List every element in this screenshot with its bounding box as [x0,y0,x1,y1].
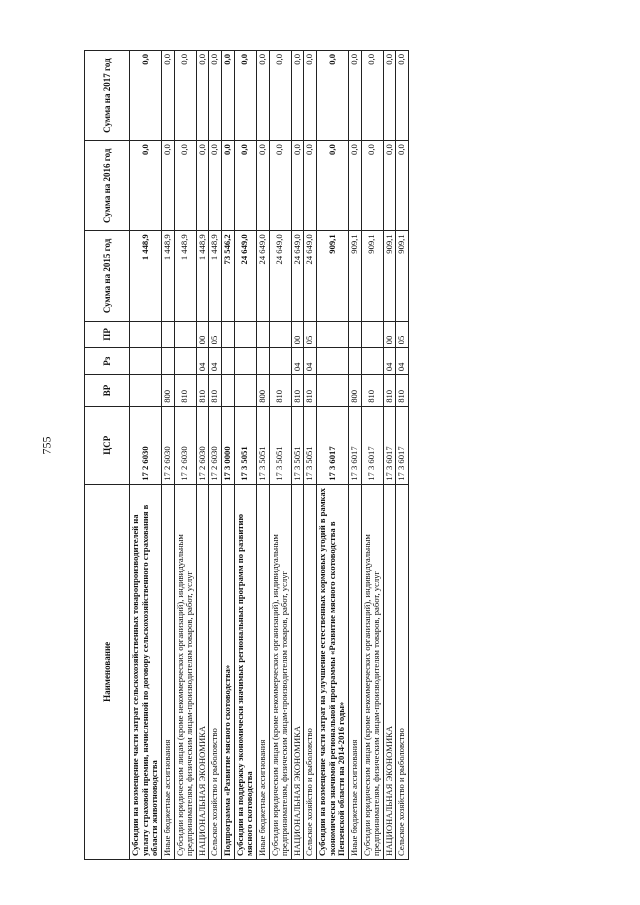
row-csr-cell: 17 3 5051 [304,406,317,484]
row-pr-cell: 00 [196,321,209,348]
row-pr-cell [317,321,349,348]
row-vr-cell: 800 [161,375,174,407]
row-name-cell: Подпрограмма «Развитие мясного скотоводства» [222,484,235,859]
row-csr-cell: 17 2 6030 [209,406,222,484]
row-sum-2016-cell: 0,0 [161,141,174,231]
row-name-cell: Сельское хозяйство и рыболовство [209,484,222,859]
header-rz: Рз [85,348,130,375]
table-row [256,51,269,860]
row-name-cell: Субсидии юридическим лицам (кроме некоммерческих организаций), индивидуальным предпринимателям, физическим лицам-производителям товаров, работ, услуг [361,484,383,859]
row-name-cell: Субсидии на возмещение части затрат на улучшение естественных кормовых угодий в рамках экономически значимой региональной программы «Развитие мясного скотоводства в Пензенской области на 2014-2016 годы» [317,484,349,859]
row-vr-cell: 800 [256,375,269,407]
row-vr-cell [130,375,162,407]
row-sum-2017-cell: 0,0 [196,51,209,141]
row-sum-2015-cell: 1 448,9 [174,231,196,321]
row-sum-2017-cell: 0,0 [291,51,304,141]
row-pr-cell [222,321,235,348]
row-rz-cell: 04 [304,348,317,375]
row-sum-2016-cell: 0,0 [304,141,317,231]
row-sum-2015-cell: 1 448,9 [209,231,222,321]
row-sum-2017-cell: 0,0 [317,51,349,141]
table-row [161,51,174,860]
row-sum-2017-cell: 0,0 [361,51,383,141]
row-csr-cell: 17 2 6030 [174,406,196,484]
table-row [317,51,349,860]
row-vr-cell: 810 [383,375,396,407]
row-vr-cell: 810 [304,375,317,407]
row-pr-cell [256,321,269,348]
row-sum-2017-cell: 0,0 [174,51,196,141]
row-csr-cell: 17 3 6017 [348,406,361,484]
row-pr-cell: 05 [304,321,317,348]
table-row [130,51,162,860]
page-number: 755 [39,436,54,455]
row-pr-cell [348,321,361,348]
row-rz-cell [361,348,383,375]
row-csr-cell: 17 3 6017 [361,406,383,484]
row-sum-2015-cell: 24 649,0 [269,231,291,321]
row-vr-cell: 800 [348,375,361,407]
row-sum-2016-cell: 0,0 [361,141,383,231]
row-name-cell: Субсидии юридическим лицам (кроме некоммерческих организаций), индивидуальным предпринимателям, физическим лицам-производителям товаров, работ, услуг [174,484,196,859]
row-sum-2016-cell: 0,0 [348,141,361,231]
row-pr-cell [361,321,383,348]
row-csr-cell: 17 2 6030 [196,406,209,484]
row-pr-cell [161,321,174,348]
row-sum-2016-cell: 0,0 [291,141,304,231]
table-row [361,51,383,860]
row-sum-2016-cell: 0,0 [317,141,349,231]
row-name-cell: Сельское хозяйство и рыболовство [304,484,317,859]
row-rz-cell [161,348,174,375]
row-vr-cell: 810 [174,375,196,407]
header-sum-2017: Сумма на 2017 год [85,51,130,141]
table-header-row [85,51,130,860]
row-sum-2017-cell: 0,0 [304,51,317,141]
header-sum-2015: Сумма на 2015 год [85,231,130,321]
row-sum-2016-cell: 0,0 [222,141,235,231]
row-rz-cell: 04 [196,348,209,375]
row-sum-2015-cell: 1 448,9 [130,231,162,321]
row-sum-2015-cell: 909,1 [383,231,396,321]
table-row [396,51,409,860]
row-sum-2016-cell: 0,0 [256,141,269,231]
row-pr-cell [174,321,196,348]
table-body [130,51,409,860]
header-csr: ЦСР [85,406,130,484]
row-sum-2016-cell: 0,0 [130,141,162,231]
row-sum-2017-cell: 0,0 [161,51,174,141]
header-vr: ВР [85,375,130,407]
row-sum-2015-cell: 24 649,0 [304,231,317,321]
row-vr-cell: 810 [361,375,383,407]
row-sum-2017-cell: 0,0 [396,51,409,141]
row-csr-cell: 17 3 6017 [317,406,349,484]
row-vr-cell [222,375,235,407]
table-row [269,51,291,860]
row-csr-cell: 17 3 5051 [291,406,304,484]
row-sum-2016-cell: 0,0 [383,141,396,231]
header-name: Наименование [85,484,130,859]
table-row [174,51,196,860]
row-sum-2015-cell: 909,1 [361,231,383,321]
row-sum-2017-cell: 0,0 [269,51,291,141]
row-rz-cell: 04 [396,348,409,375]
row-sum-2015-cell: 1 448,9 [161,231,174,321]
row-pr-cell: 00 [383,321,396,348]
row-name-cell: Иные бюджетные ассигнования [348,484,361,859]
row-csr-cell: 17 2 6030 [161,406,174,484]
row-sum-2015-cell: 24 649,0 [291,231,304,321]
row-sum-2016-cell: 0,0 [234,141,256,231]
row-csr-cell: 17 3 5051 [234,406,256,484]
row-sum-2017-cell: 0,0 [209,51,222,141]
row-sum-2015-cell: 73 546,2 [222,231,235,321]
row-name-cell: Субсидии на поддержку экономически значимых региональных программ по развитию мясного скотоводства [234,484,256,859]
row-rz-cell [348,348,361,375]
row-pr-cell [130,321,162,348]
row-pr-cell [269,321,291,348]
table-row [196,51,209,860]
row-name-cell: Субсидии юридическим лицам (кроме некоммерческих организаций), индивидуальным предпринимателям, физическим лицам-производителям товаров, работ, услуг [269,484,291,859]
row-sum-2015-cell: 1 448,9 [196,231,209,321]
row-rz-cell [317,348,349,375]
row-rz-cell [130,348,162,375]
row-vr-cell [317,375,349,407]
table-row [304,51,317,860]
row-sum-2015-cell: 24 649,0 [256,231,269,321]
row-sum-2017-cell: 0,0 [383,51,396,141]
row-name-cell: НАЦИОНАЛЬНАЯ ЭКОНОМИКА [291,484,304,859]
row-name-cell: Сельское хозяйство и рыболовство [396,484,409,859]
row-vr-cell: 810 [396,375,409,407]
row-sum-2017-cell: 0,0 [234,51,256,141]
row-sum-2015-cell: 909,1 [317,231,349,321]
row-vr-cell [234,375,256,407]
row-sum-2017-cell: 0,0 [130,51,162,141]
row-sum-2016-cell: 0,0 [269,141,291,231]
row-rz-cell [174,348,196,375]
row-rz-cell: 04 [383,348,396,375]
row-rz-cell [269,348,291,375]
budget-table [84,50,409,860]
row-csr-cell: 17 2 6030 [130,406,162,484]
row-sum-2016-cell: 0,0 [174,141,196,231]
row-sum-2017-cell: 0,0 [222,51,235,141]
table-row [222,51,235,860]
row-sum-2016-cell: 0,0 [209,141,222,231]
row-rz-cell [256,348,269,375]
table-row [234,51,256,860]
row-sum-2015-cell: 24 649,0 [234,231,256,321]
row-rz-cell [222,348,235,375]
row-sum-2016-cell: 0,0 [196,141,209,231]
table-row [291,51,304,860]
row-name-cell: Субсидии на возмещение части затрат сельскохозяйственных товаропроизводителей на уплату страховой премии, начисленной по договору сельскохозяйственного страхования в области животноводства [130,484,162,859]
row-pr-cell [234,321,256,348]
row-rz-cell: 04 [291,348,304,375]
row-name-cell: НАЦИОНАЛЬНАЯ ЭКОНОМИКА [383,484,396,859]
row-csr-cell: 17 3 6017 [383,406,396,484]
row-sum-2015-cell: 909,1 [396,231,409,321]
row-name-cell: Иные бюджетные ассигнования [161,484,174,859]
row-sum-2015-cell: 909,1 [348,231,361,321]
row-sum-2017-cell: 0,0 [348,51,361,141]
row-vr-cell: 810 [291,375,304,407]
row-rz-cell: 04 [209,348,222,375]
row-name-cell: НАЦИОНАЛЬНАЯ ЭКОНОМИКА [196,484,209,859]
row-csr-cell: 17 3 6017 [396,406,409,484]
header-pr: ПР [85,321,130,348]
row-sum-2016-cell: 0,0 [396,141,409,231]
row-vr-cell: 810 [209,375,222,407]
row-rz-cell [234,348,256,375]
row-pr-cell: 00 [291,321,304,348]
row-vr-cell: 810 [269,375,291,407]
row-csr-cell: 17 3 0000 [222,406,235,484]
table-row [348,51,361,860]
row-csr-cell: 17 3 5051 [256,406,269,484]
row-pr-cell: 05 [209,321,222,348]
row-name-cell: Иные бюджетные ассигнования [256,484,269,859]
row-sum-2017-cell: 0,0 [256,51,269,141]
row-vr-cell: 810 [196,375,209,407]
row-pr-cell: 05 [396,321,409,348]
rotated-table-wrapper [84,50,604,860]
header-sum-2016: Сумма на 2016 год [85,141,130,231]
table-row [209,51,222,860]
row-csr-cell: 17 3 5051 [269,406,291,484]
table-row [383,51,396,860]
